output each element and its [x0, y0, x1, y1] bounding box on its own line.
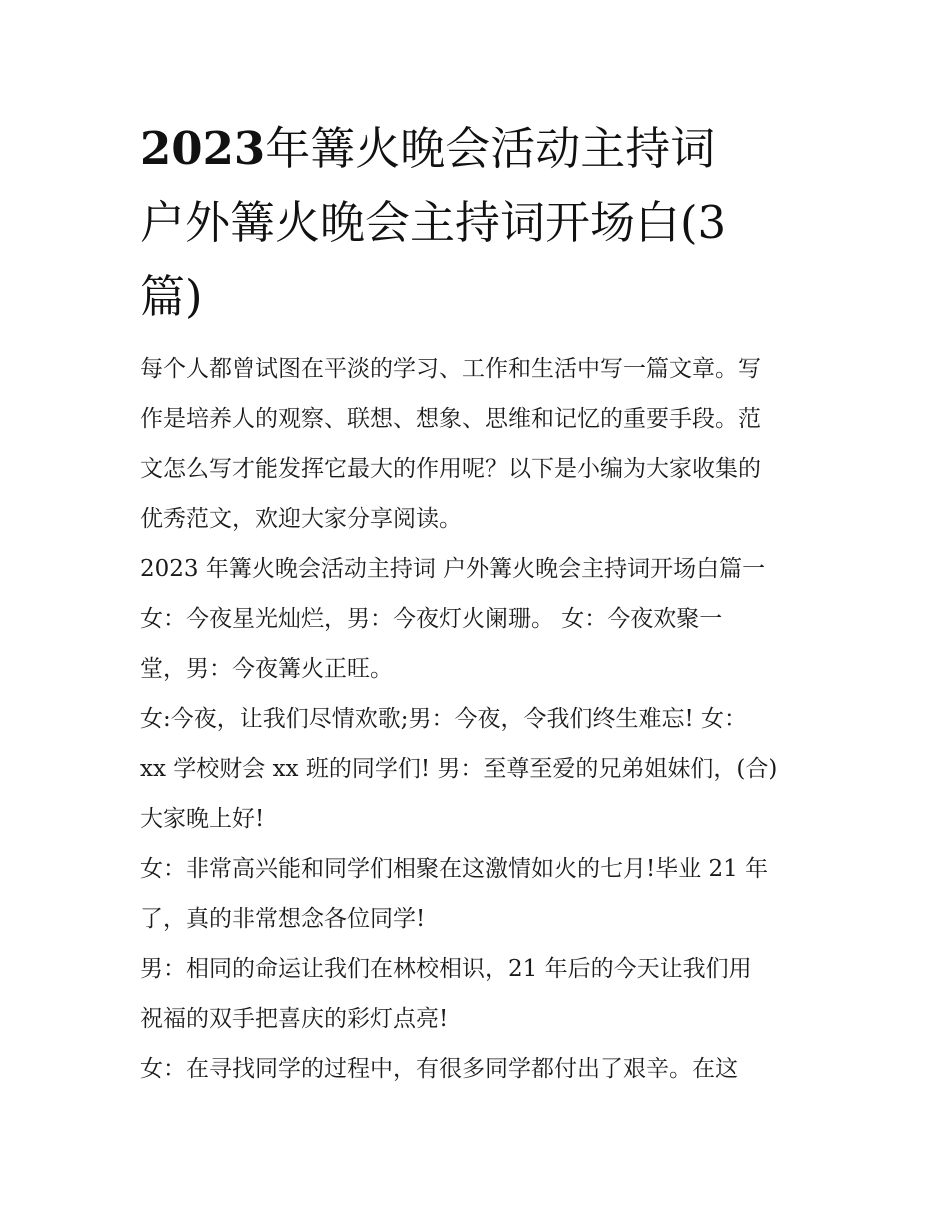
title-line-2 [140, 186, 815, 260]
title-text: 户外篝火晚会主持词开场白(3 [140, 196, 727, 249]
paragraph-line: 大家晚上好! [140, 806, 265, 832]
document-body [140, 344, 815, 1094]
paragraph-intro [140, 344, 815, 544]
title-year: 2023 [140, 122, 266, 175]
document-content [140, 112, 815, 1094]
paragraph-line: 女：今夜星光灿烂，男：今夜灯火阑珊。 女：今夜欢聚一 [140, 606, 723, 632]
paragraph-line: 了，真的非常想念各位同学! [140, 906, 426, 932]
paragraph-dialogue [140, 594, 815, 694]
title-text: 篇) [140, 270, 203, 323]
paragraph-line: 每个人都曾试图在平淡的学习、工作和生活中写一篇文章。写 [140, 356, 761, 382]
paragraph-line: 作是培养人的观察、联想、想象、思维和记忆的重要手段。范 [140, 406, 761, 432]
document-title [140, 112, 815, 334]
title-line-1 [140, 112, 815, 186]
paragraph-dialogue [140, 944, 815, 1044]
paragraph-line: 女:今夜，让我们尽情欢歌;男：今夜，令我们终生难忘! 女： [140, 706, 748, 732]
paragraph-line: 文怎么写才能发挥它最大的作用呢？以下是小编为大家收集的 [140, 456, 761, 482]
title-text: 年篝火晚会活动主持词 [265, 122, 716, 175]
paragraph-line: 女：在寻找同学的过程中，有很多同学都付出了艰辛。在这 [140, 1056, 738, 1082]
title-line-3 [140, 260, 815, 334]
paragraph-line: 堂，男：今夜篝火正旺。 [140, 656, 393, 682]
paragraph-line: xx 学校财会 xx 班的同学们! 男：至尊至爱的兄弟姐妹们，(合) [140, 756, 778, 782]
section-heading [140, 544, 815, 594]
paragraph-dialogue [140, 844, 815, 944]
paragraph-line: 女：非常高兴能和同学们相聚在这激情如火的七月!毕业 21 年 [140, 856, 769, 882]
paragraph-line: 祝福的双手把喜庆的彩灯点亮! [140, 1006, 449, 1032]
paragraph-line: 男：相同的命运让我们在林校相识，21 年后的今天让我们用 [140, 956, 752, 982]
paragraph-line: 优秀范文，欢迎大家分享阅读。 [140, 506, 462, 532]
paragraph-dialogue [140, 1044, 815, 1094]
paragraph-dialogue [140, 694, 815, 844]
paragraph-line: 2023 年篝火晚会活动主持词 户外篝火晚会主持词开场白篇一 [140, 556, 766, 582]
